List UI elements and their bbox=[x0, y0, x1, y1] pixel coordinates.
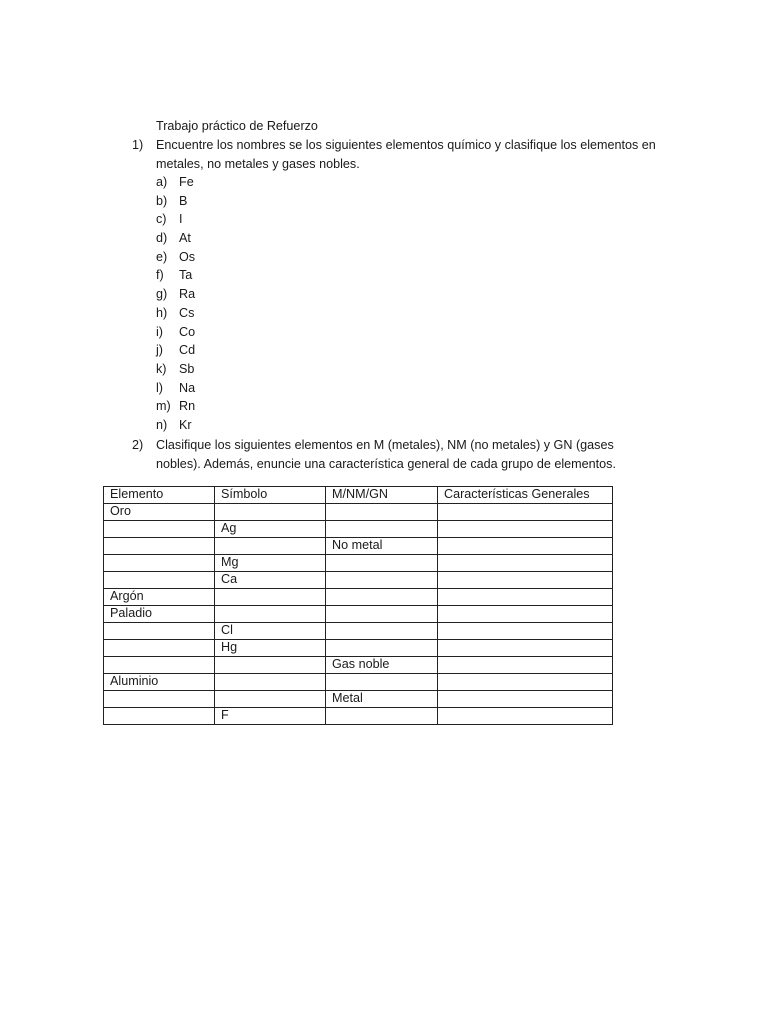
list-item-symbol: B bbox=[179, 193, 188, 208]
cell-simbolo: F bbox=[215, 708, 326, 725]
cell-caracteristicas bbox=[438, 640, 613, 657]
cell-simbolo bbox=[215, 657, 326, 674]
list-item-symbol: Rn bbox=[179, 399, 196, 414]
cell-elemento bbox=[104, 691, 215, 708]
cell-elemento: Aluminio bbox=[104, 674, 215, 691]
cell-simbolo: Cl bbox=[215, 623, 326, 640]
list-item-symbol: Os bbox=[179, 249, 196, 264]
elements-table bbox=[103, 486, 613, 725]
cell-elemento bbox=[104, 708, 215, 725]
list-item bbox=[156, 360, 195, 379]
cell-clasificacion: Gas noble bbox=[326, 657, 438, 674]
cell-caracteristicas bbox=[438, 504, 613, 521]
cell-elemento bbox=[104, 572, 215, 589]
table-header-row bbox=[104, 487, 613, 504]
list-item-letter: n) bbox=[156, 417, 168, 432]
list-item bbox=[156, 229, 195, 248]
cell-caracteristicas bbox=[438, 606, 613, 623]
list-item bbox=[156, 416, 195, 435]
list-item-letter: m) bbox=[156, 399, 171, 414]
element-symbol-list bbox=[156, 173, 195, 435]
cell-simbolo bbox=[215, 538, 326, 555]
table-body bbox=[104, 504, 613, 725]
cell-caracteristicas bbox=[438, 691, 613, 708]
header-caracteristicas: Características Generales bbox=[438, 487, 613, 504]
list-item-letter: e) bbox=[156, 249, 168, 264]
cell-simbolo bbox=[215, 674, 326, 691]
cell-simbolo: Mg bbox=[215, 555, 326, 572]
cell-caracteristicas bbox=[438, 623, 613, 640]
list-item bbox=[156, 173, 195, 192]
cell-simbolo bbox=[215, 589, 326, 606]
cell-clasificacion bbox=[326, 555, 438, 572]
question-2-text: Clasifique los siguientes elementos en M (metales), NM (no metales) y GN (gases nobles). Además, enuncie una característica general de cada grupo de elementos. bbox=[156, 438, 616, 471]
table-row bbox=[104, 504, 613, 521]
table-row bbox=[104, 674, 613, 691]
list-item bbox=[156, 285, 195, 304]
cell-clasificacion bbox=[326, 640, 438, 657]
cell-clasificacion bbox=[326, 606, 438, 623]
header-simbolo: Símbolo bbox=[215, 487, 326, 504]
question-2 bbox=[132, 436, 672, 473]
table-row bbox=[104, 657, 613, 674]
list-item bbox=[156, 210, 195, 229]
table-row bbox=[104, 691, 613, 708]
header-elemento: Elemento bbox=[104, 487, 215, 504]
cell-elemento bbox=[104, 555, 215, 572]
list-item-letter: l) bbox=[156, 380, 163, 395]
table-row bbox=[104, 572, 613, 589]
table-row bbox=[104, 589, 613, 606]
list-item-symbol: Fe bbox=[179, 175, 194, 189]
question-2-number: 2) bbox=[132, 438, 144, 452]
cell-clasificacion bbox=[326, 572, 438, 589]
list-item-symbol: Na bbox=[179, 380, 196, 395]
table-row bbox=[104, 521, 613, 538]
table-row bbox=[104, 640, 613, 657]
cell-simbolo: Hg bbox=[215, 640, 326, 657]
list-item-letter: b) bbox=[156, 193, 168, 208]
cell-elemento: Argón bbox=[104, 589, 215, 606]
cell-caracteristicas bbox=[438, 708, 613, 725]
list-item-letter: h) bbox=[156, 305, 168, 320]
list-item bbox=[156, 192, 195, 211]
list-item bbox=[156, 323, 195, 342]
cell-caracteristicas bbox=[438, 674, 613, 691]
question-1-number: 1) bbox=[132, 138, 144, 152]
cell-caracteristicas bbox=[438, 521, 613, 538]
cell-simbolo bbox=[215, 504, 326, 521]
cell-elemento bbox=[104, 657, 215, 674]
list-item-letter: k) bbox=[156, 361, 167, 376]
list-item bbox=[156, 379, 195, 398]
cell-caracteristicas bbox=[438, 572, 613, 589]
cell-elemento bbox=[104, 623, 215, 640]
header-clasificacion: M/NM/GN bbox=[326, 487, 438, 504]
cell-elemento: Oro bbox=[104, 504, 215, 521]
cell-clasificacion bbox=[326, 504, 438, 521]
list-item-letter: f) bbox=[156, 268, 164, 283]
list-item-letter: g) bbox=[156, 287, 168, 302]
cell-clasificacion bbox=[326, 708, 438, 725]
list-item-letter: d) bbox=[156, 231, 168, 246]
list-item bbox=[156, 341, 195, 360]
list-item-symbol: Ra bbox=[179, 287, 196, 302]
list-item-symbol: Sb bbox=[179, 361, 195, 376]
list-item-symbol: Cs bbox=[179, 305, 195, 320]
list-item-symbol: I bbox=[179, 212, 183, 227]
cell-elemento bbox=[104, 640, 215, 657]
cell-elemento bbox=[104, 521, 215, 538]
question-1-text: Encuentre los nombres se los siguientes elementos químico y clasifique los elementos en metales, no metales y gases nobles. bbox=[156, 138, 656, 171]
cell-elemento bbox=[104, 538, 215, 555]
cell-simbolo bbox=[215, 606, 326, 623]
cell-simbolo: Ag bbox=[215, 521, 326, 538]
table-row bbox=[104, 708, 613, 725]
cell-elemento: Paladio bbox=[104, 606, 215, 623]
document-title: Trabajo práctico de Refuerzo bbox=[156, 119, 318, 133]
cell-caracteristicas bbox=[438, 589, 613, 606]
cell-clasificacion bbox=[326, 674, 438, 691]
list-item bbox=[156, 304, 195, 323]
list-item-symbol: At bbox=[179, 231, 191, 246]
cell-clasificacion bbox=[326, 623, 438, 640]
cell-caracteristicas bbox=[438, 657, 613, 674]
cell-clasificacion bbox=[326, 521, 438, 538]
list-item-symbol: Co bbox=[179, 324, 196, 339]
cell-clasificacion: Metal bbox=[326, 691, 438, 708]
cell-simbolo: Ca bbox=[215, 572, 326, 589]
list-item bbox=[156, 397, 195, 416]
list-item-symbol: Cd bbox=[179, 343, 196, 358]
table-row bbox=[104, 623, 613, 640]
question-1 bbox=[132, 136, 672, 173]
table-row bbox=[104, 606, 613, 623]
list-item-letter: c) bbox=[156, 212, 167, 227]
list-item-letter: j) bbox=[156, 343, 163, 358]
list-item-symbol: Kr bbox=[179, 417, 192, 432]
list-item-letter: i) bbox=[156, 324, 163, 339]
list-item-symbol: Ta bbox=[179, 268, 193, 283]
cell-caracteristicas bbox=[438, 555, 613, 572]
table-row bbox=[104, 538, 613, 555]
cell-caracteristicas bbox=[438, 538, 613, 555]
cell-clasificacion: No metal bbox=[326, 538, 438, 555]
cell-simbolo bbox=[215, 691, 326, 708]
table-row bbox=[104, 555, 613, 572]
list-item bbox=[156, 266, 195, 285]
list-item bbox=[156, 248, 195, 267]
list-item-letter: a) bbox=[156, 175, 168, 189]
cell-clasificacion bbox=[326, 589, 438, 606]
